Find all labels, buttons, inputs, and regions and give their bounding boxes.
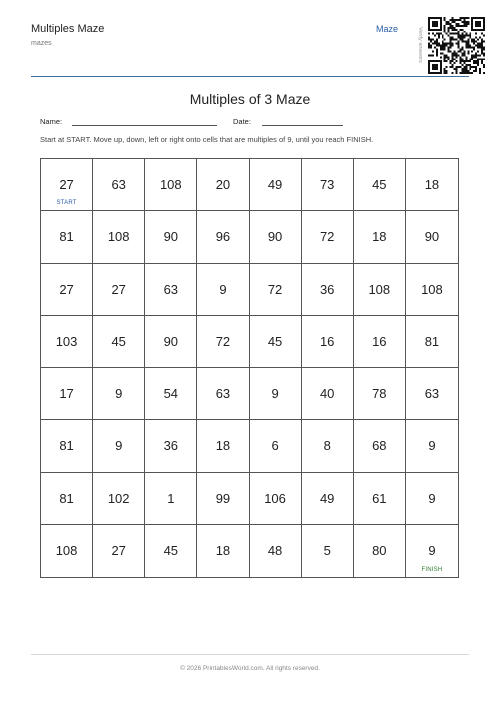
maze-cell[interactable] [197, 473, 249, 525]
maze-cell-value: 81 [59, 229, 74, 245]
maze-cell-value: 45 [267, 333, 283, 349]
maze-cell[interactable] [406, 264, 458, 316]
maze-cell[interactable] [250, 525, 302, 577]
maze-cell-value: 17 [59, 386, 74, 402]
maze-cell[interactable] [145, 211, 197, 263]
maze-cell[interactable] [145, 473, 197, 525]
maze-cell-value: 108 [55, 543, 78, 559]
maze-cell[interactable] [41, 316, 93, 368]
maze-cell-value: 99 [215, 490, 231, 506]
maze-cell[interactable] [354, 525, 406, 577]
maze-cell-value: 90 [267, 229, 283, 245]
maze-cell[interactable] [354, 316, 406, 368]
maze-cell-value: 16 [372, 333, 387, 349]
maze-cell[interactable] [93, 473, 145, 525]
maze-cell[interactable] [302, 473, 354, 525]
maze-cell[interactable] [41, 525, 93, 577]
maze-cell-value: 16 [319, 333, 335, 349]
maze-cell-value: 36 [163, 438, 179, 454]
maze-cell-value: 27 [59, 281, 74, 297]
maze-cell-value: 40 [319, 386, 335, 402]
maze-cell[interactable] [197, 316, 249, 368]
maze-cell[interactable] [302, 525, 354, 577]
maze-cell-value: 108 [421, 281, 443, 297]
maze-cell[interactable] [41, 211, 93, 263]
maze-cell-value: 90 [424, 229, 440, 245]
footer-divider [31, 654, 469, 655]
maze-cell[interactable] [406, 420, 458, 472]
maze-cell-value: 108 [107, 229, 130, 245]
maze-cell-value: 9 [115, 386, 123, 402]
maze-cell[interactable] [250, 211, 302, 263]
maze-cell[interactable] [93, 316, 145, 368]
maze-cell-value: 49 [267, 177, 283, 193]
maze-cell[interactable] [41, 420, 93, 472]
maze-cell[interactable] [406, 211, 458, 263]
maze-cell[interactable] [406, 473, 458, 525]
maze-cell-value: 81 [59, 490, 74, 506]
maze-cell[interactable] [197, 211, 249, 263]
maze-cell[interactable] [250, 159, 302, 211]
maze-cell[interactable] [406, 525, 458, 577]
worksheet-title: Multiples of 3 Maze [189, 91, 311, 107]
maze-cell[interactable] [93, 159, 145, 211]
maze-cell-value: 49 [319, 490, 335, 506]
maze-cell-value: 96 [215, 229, 231, 245]
maze-cell[interactable] [354, 159, 406, 211]
qr-code-icon[interactable] [428, 17, 485, 74]
maze-cell[interactable] [406, 368, 458, 420]
verify-answers-label: Verify answers [417, 27, 423, 63]
maze-cell[interactable] [93, 368, 145, 420]
maze-cell[interactable] [145, 525, 197, 577]
maze-cell[interactable] [145, 159, 197, 211]
maze-link[interactable]: Maze [376, 24, 399, 34]
maze-cell[interactable] [197, 368, 249, 420]
maze-cell[interactable] [302, 211, 354, 263]
maze-cell-value: 81 [424, 333, 440, 349]
maze-cell-value: 18 [372, 229, 387, 245]
maze-cell-value: 45 [163, 543, 179, 559]
maze-cell[interactable] [250, 368, 302, 420]
instructions: Start at START. Move up, down, left or right onto cells that are multiples of 9, until you reach FINISH. [40, 135, 374, 144]
name-label: Name: [40, 117, 63, 126]
maze-cell[interactable] [302, 159, 354, 211]
maze-cell-value: 90 [163, 333, 179, 349]
maze-cell-value: 45 [372, 177, 387, 193]
maze-cell-value: 9 [271, 386, 279, 402]
maze-cell-value: 81 [59, 438, 74, 454]
maze-cell[interactable] [406, 316, 458, 368]
copyright-footer: © 2026 PrintablesWorld.com. All rights reserved. [180, 665, 320, 672]
maze-cell-value: 72 [267, 281, 283, 297]
maze-cell-value: 6 [271, 438, 279, 454]
maze-cell-value: 5 [323, 543, 331, 559]
maze-cell-value: 78 [372, 386, 387, 402]
maze-cell-value: 9 [219, 281, 227, 297]
maze-cell-value: 9 [115, 438, 123, 454]
maze-cell-value: 9 [428, 543, 436, 559]
maze-cell-value: 72 [215, 333, 231, 349]
maze-cell[interactable] [354, 473, 406, 525]
maze-cell[interactable] [197, 159, 249, 211]
header-divider [31, 76, 469, 77]
maze-cell-value: 72 [319, 229, 335, 245]
maze-cell[interactable] [197, 264, 249, 316]
name-field[interactable] [72, 125, 217, 126]
site-title: Multiples Maze [31, 23, 105, 35]
maze-cell-value: 103 [55, 333, 78, 349]
maze-cell-value: 20 [215, 177, 231, 193]
maze-cell[interactable] [197, 420, 249, 472]
maze-cell[interactable] [41, 264, 93, 316]
date-field[interactable] [262, 125, 343, 126]
maze-cell-value: 80 [372, 543, 387, 559]
maze-cell[interactable] [354, 368, 406, 420]
maze-cell[interactable] [354, 211, 406, 263]
maze-cell-value: 106 [264, 490, 286, 506]
maze-cell[interactable] [145, 316, 197, 368]
maze-cell-value: 9 [428, 438, 436, 454]
maze-cell[interactable] [250, 473, 302, 525]
maze-cell-value: 27 [111, 281, 126, 297]
maze-cell[interactable] [145, 368, 197, 420]
maze-cell[interactable] [302, 368, 354, 420]
maze-cell-value: 108 [159, 177, 182, 193]
site-subtitle: mazes [31, 40, 52, 47]
maze-cell-value: 63 [163, 281, 179, 297]
maze-cell[interactable] [93, 420, 145, 472]
maze-cell[interactable] [250, 316, 302, 368]
maze-cell[interactable] [145, 420, 197, 472]
maze-cell[interactable] [41, 473, 93, 525]
maze-cell-value: 108 [368, 281, 391, 297]
maze-grid [40, 158, 459, 578]
maze-cell[interactable] [406, 159, 458, 211]
maze-cell-value: 36 [319, 281, 335, 297]
maze-cell-value: 63 [111, 177, 126, 193]
maze-cell-value: 63 [424, 386, 440, 402]
maze-cell-value: 8 [323, 438, 331, 454]
maze-cell[interactable] [354, 420, 406, 472]
maze-cell-value: 73 [319, 177, 335, 193]
maze-cell[interactable] [250, 264, 302, 316]
maze-cell-value: 61 [372, 490, 387, 506]
maze-cell[interactable] [93, 264, 145, 316]
maze-cell[interactable] [41, 368, 93, 420]
maze-cell[interactable] [197, 525, 249, 577]
maze-cell-value: 68 [372, 438, 387, 454]
maze-cell[interactable] [302, 420, 354, 472]
maze-cell[interactable] [93, 525, 145, 577]
maze-cell-value: 1 [167, 490, 175, 506]
maze-cell-value: 18 [215, 438, 231, 454]
maze-cell[interactable] [354, 264, 406, 316]
maze-cell[interactable] [302, 316, 354, 368]
maze-cell-value: 90 [163, 229, 179, 245]
maze-cell-value: 27 [111, 543, 126, 559]
maze-cell[interactable] [145, 264, 197, 316]
maze-cell[interactable] [93, 211, 145, 263]
maze-cell-value: 18 [424, 177, 440, 193]
maze-cell-value: 54 [163, 386, 179, 402]
maze-cell[interactable] [302, 264, 354, 316]
maze-cell-value: 18 [215, 543, 231, 559]
maze-cell-value: 9 [428, 490, 436, 506]
finish-label: FINISH [421, 567, 443, 573]
maze-cell-value: 63 [215, 386, 231, 402]
maze-cell[interactable] [41, 159, 93, 211]
maze-cell[interactable] [250, 420, 302, 472]
maze-cell-value: 27 [59, 177, 74, 193]
maze-cell-value: 102 [107, 490, 130, 506]
maze-cell-value: 48 [267, 543, 283, 559]
start-label: START [56, 200, 77, 207]
date-label: Date: [233, 117, 251, 126]
maze-cell-value: 45 [111, 333, 126, 349]
